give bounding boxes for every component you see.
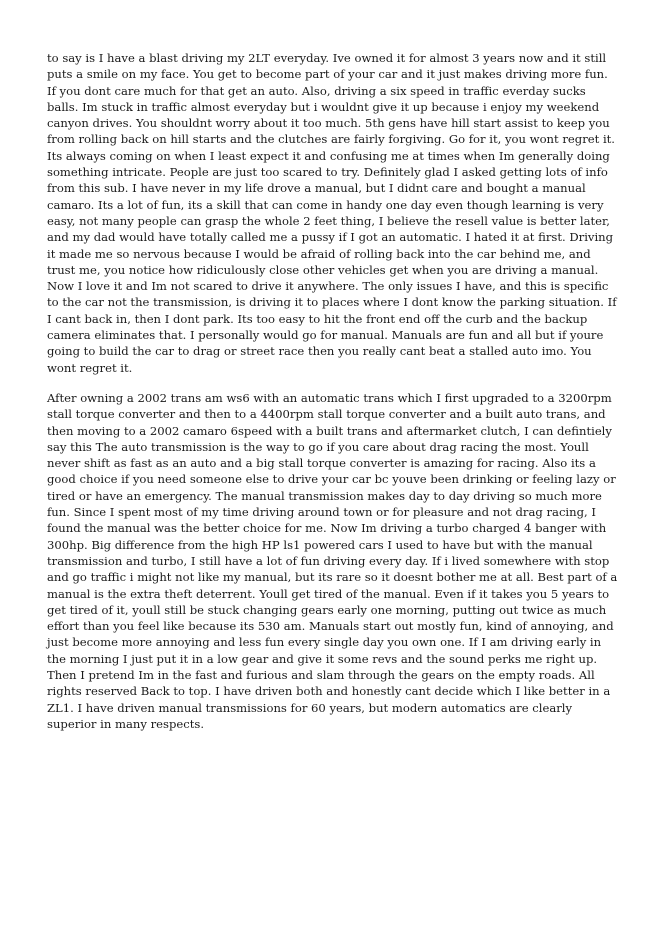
paragraph-1: to say is I have a blast driving my 2LT everyday. Ive owned it for almost 3 years now and it still puts a smile on my face. You get to become part of your car and it just makes driving more fun. If you dont care much for that get an auto. Also, driving a six speed in traffic everday sucks balls. Im stuck in traffic almost everyday but i wouldnt give it up because i enjoy my weekend canyon drives. You shouldnt worry about it too much. 5th gens have hill start assist to keep you from rolling back on hill starts and the clutches are fairly forgiving. Go for it, you wont regret it. Its always coming on when I least expect it and confusing me at times when Im generally doing something intricate. People are just too scared to try. Definitely glad I asked getting lots of info from this sub. I have never in my life drove a manual, but I didnt care and bought a manual camaro. Its a lot of fun, its a skill that can come in handy one day even though learning is very easy, not many people can grasp the whole 2 feet thing, I believe the resell value is better later, and my dad would have totally called me a pussy if I got an automatic. I hated it at first. Driving it made me so nervous because I would be afraid of rolling back into the car behind me, and trust me, you notice how ridiculously close other vehicles get when you are driving a manual. Now I love it and Im not scared to drive it anywhere. The only issues I have, and this is specific to the car not the transmission, is driving it to places where I dont know the parking situation. If I cant back in, then I dont park. Its too easy to hit the front end off the curb and the backup camera eliminates that. I personally would go for manual. Manuals are fun and all but if youre going to build the car to drag or street race then you really cant beat a stalled auto imo. You wont regret it. — [47, 51, 617, 375]
document-body — [47, 50, 619, 746]
paragraph-2: After owning a 2002 trans am ws6 with an automatic trans which I first upgraded to a 3200rpm stall torque converter and then to a 4400rpm stall torque converter and a built auto trans, and then moving to a 2002 camaro 6speed with a built trans and aftermarket clutch, I can defintiely say this The auto transmission is the way to go if you care about drag racing the most. Youll never shift as fast as an auto and a big stall torque converter is amazing for racing. Also its a good choice if you need someone else to drive your car bc youve been drinking or feeling lazy or tired or have an emergency. The manual transmission makes day to day driving so much more fun. Since I spent most of my time driving around town or for pleasure and not drag racing, I found the manual was the better choice for me. Now Im driving a turbo charged 4 banger with 300hp. Big difference from the high HP ls1 powered cars I used to have but with the manual transmission and turbo, I still have a lot of fun driving every day. If i lived somewhere with stop and go traffic i might not like my manual, but its rare so it doesnt bother me at all. Best part of a manual is the extra theft deterrent. Youll get tired of the manual. Even if it takes you 5 years to get tired of it, youll still be stuck changing gears early one morning, putting out twice as much effort than you feel like because its 530 am. Manuals start out mostly fun, kind of annoying, and just become more annoying and less fun every single day you own one. If I am driving early in the morning I just put it in a low gear and give it some revs and the sound perks me right up. Then I pretend Im in the fast and furious and slam through the gears on the empty roads. All rights reserved Back to top. I have driven both and honestly cant decide which I like better in a ZL1. I have driven manual transmissions for 60 years, but modern automatics are clearly superior in many respects. — [47, 390, 618, 731]
